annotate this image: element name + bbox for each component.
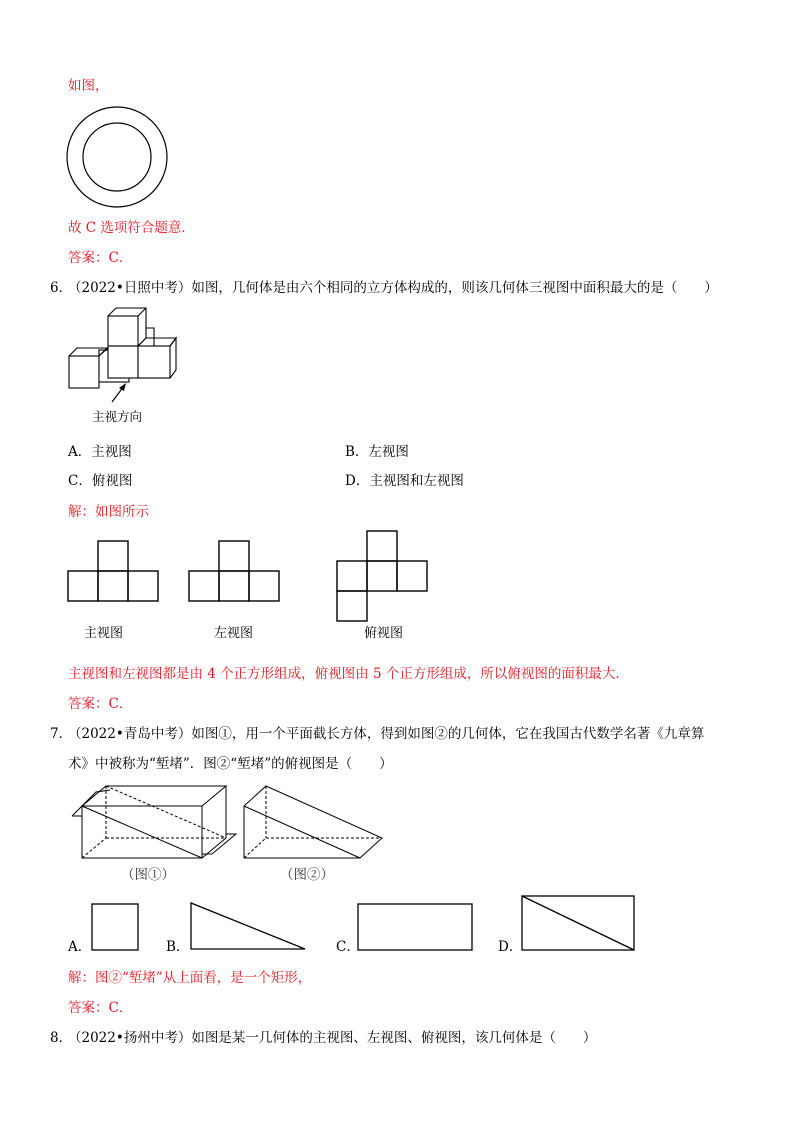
front-view-figure (66, 538, 162, 606)
figure-1-cuboid-cut (70, 782, 238, 862)
option-7-d-label[interactable]: D． (498, 939, 523, 955)
annulus-figure (64, 104, 170, 210)
left-view-figure (187, 538, 283, 606)
option-7-c-label[interactable]: C． (336, 939, 360, 955)
question-number-7: 7． (50, 726, 73, 742)
figure-2-wedge-solid (236, 782, 386, 862)
solution-intro-text: 如图， (68, 78, 109, 94)
option-6-c[interactable]: C．俯视图 (68, 473, 133, 489)
option-7-d-rectangle-diagonal[interactable] (520, 894, 636, 952)
top-view-figure (333, 528, 431, 624)
question-number-8: 8． (50, 1030, 73, 1046)
question-number-6: 6． (50, 280, 73, 296)
option-7-b-triangle[interactable] (188, 900, 308, 952)
solution-7: 解：图②“堑堵”从上面看，是一个矩形， (68, 970, 312, 986)
option-7-b-label[interactable]: B． (166, 939, 190, 955)
option-6-b[interactable]: B．左视图 (345, 444, 409, 460)
question-7-stem-line1: （2022•青岛中考）如图①，用一个平面截长方体，得到如图②的几何体，它在我国古代数学名著《九章算 (68, 726, 705, 742)
left-view-label: 左视图 (214, 626, 254, 641)
question-8-stem: （2022•扬州中考）如图是某一几何体的主视图、左视图、俯视图，该几何体是（ ） (68, 1030, 597, 1046)
figure-2-caption: （图②） (280, 867, 334, 883)
solution-6-intro: 解：如图所示 (68, 504, 149, 520)
option-7-c-rectangle[interactable] (356, 902, 474, 952)
question-7-stem-line2: 术》中被称为“堑堵”．图②“堑堵”的俯视图是（ ） (68, 756, 393, 772)
top-view-label: 俯视图 (364, 626, 404, 641)
option-7-a-square[interactable] (90, 902, 140, 952)
view-direction-caption: 主视方向 (92, 409, 143, 424)
answer-7: 答案：C． (68, 1000, 133, 1016)
figure-1-caption: （图①） (121, 867, 175, 883)
answer-5: 答案：C． (68, 250, 133, 266)
option-7-a-label[interactable]: A． (68, 939, 92, 955)
answer-6: 答案：C． (68, 696, 133, 712)
option-6-a[interactable]: A．主视图 (68, 444, 132, 460)
option-6-d[interactable]: D．主视图和左视图 (345, 473, 464, 489)
question-6-stem: （2022•日照中考）如图，几何体是由六个相同的立方体构成的，则该几何体三视图中面积最大的是（ ） (68, 280, 718, 296)
solution-conclusion: 故 C 选项符合题意． (68, 220, 195, 236)
solution-6-explanation: 主视图和左视图都是由 4 个正方形组成，俯视图由 5 个正方形组成，所以俯视图的面积最大． (68, 666, 629, 682)
front-view-label: 主视图 (84, 626, 124, 641)
